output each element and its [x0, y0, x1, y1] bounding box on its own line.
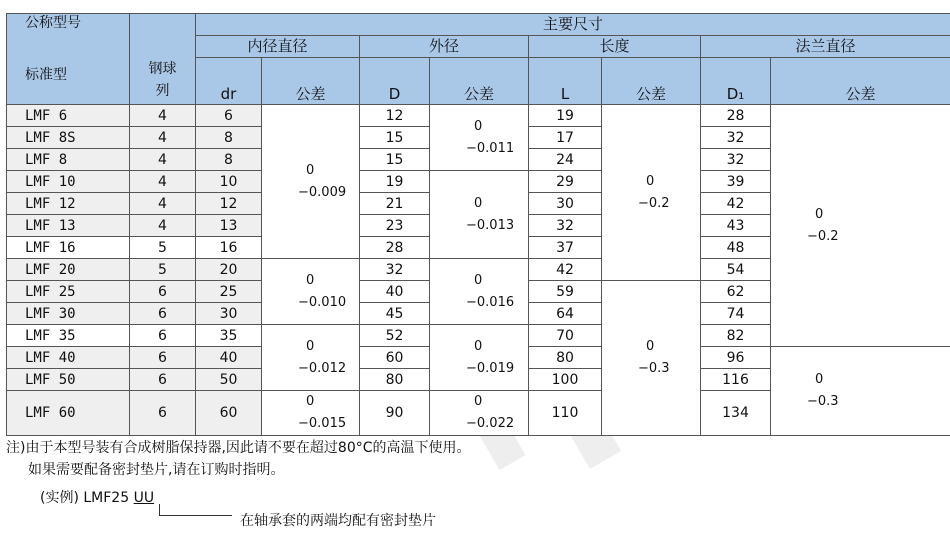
outer-tol-cell: 0 −0.011 — [430, 105, 529, 171]
D-cell: 80 — [360, 369, 430, 391]
dr-cell: 10 — [196, 171, 262, 193]
dr-cell: 8 — [196, 127, 262, 149]
D1-cell: 116 — [701, 369, 771, 391]
D1-cell: 28 — [701, 105, 771, 127]
D-cell: 19 — [360, 171, 430, 193]
model-cell: LMF 35 — [7, 325, 130, 347]
D1-cell: 48 — [701, 237, 771, 259]
dr-cell: 6 — [196, 105, 262, 127]
header-model: 公称型号 标准型 — [7, 14, 130, 105]
D-cell: 28 — [360, 237, 430, 259]
D-cell: 90 — [360, 391, 430, 436]
model-cell: LMF 40 — [7, 347, 130, 369]
D-cell: 32 — [360, 259, 430, 281]
L-cell: 110 — [529, 391, 602, 436]
L-cell: 80 — [529, 347, 602, 369]
example-prefix: (实例) LMF25 — [40, 490, 134, 506]
spec-table — [6, 13, 950, 436]
L-cell: 32 — [529, 215, 602, 237]
header-L: L — [529, 58, 602, 105]
L-cell: 100 — [529, 369, 602, 391]
L-cell: 17 — [529, 127, 602, 149]
D1-cell: 32 — [701, 149, 771, 171]
L-cell: 70 — [529, 325, 602, 347]
balls-cell: 5 — [130, 259, 196, 281]
balls-cell: 6 — [130, 303, 196, 325]
model-cell: LMF 60 — [7, 391, 130, 436]
inner-tol-cell: 0 −0.012 — [262, 325, 360, 391]
D-cell: 45 — [360, 303, 430, 325]
dr-cell: 16 — [196, 237, 262, 259]
balls-cell: 4 — [130, 193, 196, 215]
L-cell: 19 — [529, 105, 602, 127]
dr-cell: 25 — [196, 281, 262, 303]
dr-cell: 12 — [196, 193, 262, 215]
D1-cell: 32 — [701, 127, 771, 149]
L-cell: 42 — [529, 259, 602, 281]
length-tol-cell: 0 −0.2 — [602, 105, 701, 281]
D-cell: 60 — [360, 347, 430, 369]
dr-cell: 13 — [196, 215, 262, 237]
dr-cell: 30 — [196, 303, 262, 325]
D1-cell: 54 — [701, 259, 771, 281]
dr-cell: 50 — [196, 369, 262, 391]
L-cell: 30 — [529, 193, 602, 215]
outer-tol-cell: 0 −0.016 — [430, 259, 529, 325]
balls-cell: 4 — [130, 215, 196, 237]
inner-tol-cell: 0 −0.015 — [262, 391, 360, 436]
example-explain: 在轴承套的两端均配有密封垫片 — [240, 513, 436, 529]
dr-cell: 8 — [196, 149, 262, 171]
table-row — [7, 105, 950, 127]
outer-tol-cell: 0 −0.019 — [430, 325, 529, 391]
balls-cell: 4 — [130, 105, 196, 127]
flange-tol-cell: 0 −0.2 — [771, 105, 950, 347]
D1-cell: 43 — [701, 215, 771, 237]
D-cell: 12 — [360, 105, 430, 127]
header-flange: 法兰直径 — [701, 36, 950, 58]
L-cell: 37 — [529, 237, 602, 259]
model-cell: LMF 8 — [7, 149, 130, 171]
model-cell: LMF 50 — [7, 369, 130, 391]
model-cell: LMF 8S — [7, 127, 130, 149]
balls-cell: 4 — [130, 127, 196, 149]
D-cell: 23 — [360, 215, 430, 237]
balls-cell: 6 — [130, 369, 196, 391]
header-dr: dr — [196, 58, 262, 105]
header-length: 长度 — [529, 36, 701, 58]
D-cell: 40 — [360, 281, 430, 303]
model-cell: LMF 13 — [7, 215, 130, 237]
L-cell: 59 — [529, 281, 602, 303]
model-cell: LMF 6 — [7, 105, 130, 127]
D1-cell: 74 — [701, 303, 771, 325]
inner-tol-cell: 0 −0.010 — [262, 259, 360, 325]
outer-tol-cell: 0 −0.022 — [430, 391, 529, 436]
balls-cell: 4 — [130, 171, 196, 193]
header-D: D — [360, 58, 430, 105]
balls-cell: 6 — [130, 391, 196, 436]
balls-cell: 6 — [130, 281, 196, 303]
header-outer: 外径 — [360, 36, 529, 58]
L-cell: 29 — [529, 171, 602, 193]
D-cell: 15 — [360, 149, 430, 171]
balls-cell: 5 — [130, 237, 196, 259]
L-cell: 24 — [529, 149, 602, 171]
model-cell: LMF 20 — [7, 259, 130, 281]
header-outer-tol: 公差 — [430, 58, 529, 105]
dr-cell: 35 — [196, 325, 262, 347]
model-cell: LMF 25 — [7, 281, 130, 303]
dr-cell: 20 — [196, 259, 262, 281]
header-D1: D₁ — [701, 58, 771, 105]
dr-cell: 60 — [196, 391, 262, 436]
header-balls: 钢球列 — [130, 14, 196, 105]
D-cell: 15 — [360, 127, 430, 149]
D1-cell: 42 — [701, 193, 771, 215]
outer-tol-cell: 0 −0.013 — [430, 171, 529, 259]
example — [40, 487, 154, 507]
inner-tol-cell: 0 −0.009 — [262, 105, 360, 259]
balls-cell: 6 — [130, 347, 196, 369]
header-main-dims: 主要尺寸 — [196, 14, 950, 36]
example-suffix: UU — [133, 490, 155, 506]
balls-cell: 4 — [130, 149, 196, 171]
note-line-1: 注)由于本型号装有合成树脂保持器,因此请不要在超过80°C的高温下使用。 — [6, 440, 471, 456]
header-inner-tol: 公差 — [262, 58, 360, 105]
D-cell: 21 — [360, 193, 430, 215]
model-cell: LMF 10 — [7, 171, 130, 193]
model-cell: LMF 12 — [7, 193, 130, 215]
D1-cell: 82 — [701, 325, 771, 347]
note-line-2: 如果需要配备密封垫片,请在订购时指明。 — [28, 462, 285, 478]
header-length-tol: 公差 — [602, 58, 701, 105]
dr-cell: 40 — [196, 347, 262, 369]
flange-tol-cell: 0 −0.3 — [771, 347, 950, 436]
D1-cell: 62 — [701, 281, 771, 303]
model-cell: LMF 30 — [7, 303, 130, 325]
D1-cell: 134 — [701, 391, 771, 436]
D1-cell: 96 — [701, 347, 771, 369]
L-cell: 64 — [529, 303, 602, 325]
header-inner: 内径直径 — [196, 36, 360, 58]
length-tol-cell: 0 −0.3 — [602, 281, 701, 436]
example-leader-line — [159, 504, 232, 516]
header-flange-tol: 公差 — [771, 58, 950, 105]
balls-cell: 6 — [130, 325, 196, 347]
D1-cell: 39 — [701, 171, 771, 193]
D-cell: 52 — [360, 325, 430, 347]
model-cell: LMF 16 — [7, 237, 130, 259]
notes — [6, 437, 471, 481]
